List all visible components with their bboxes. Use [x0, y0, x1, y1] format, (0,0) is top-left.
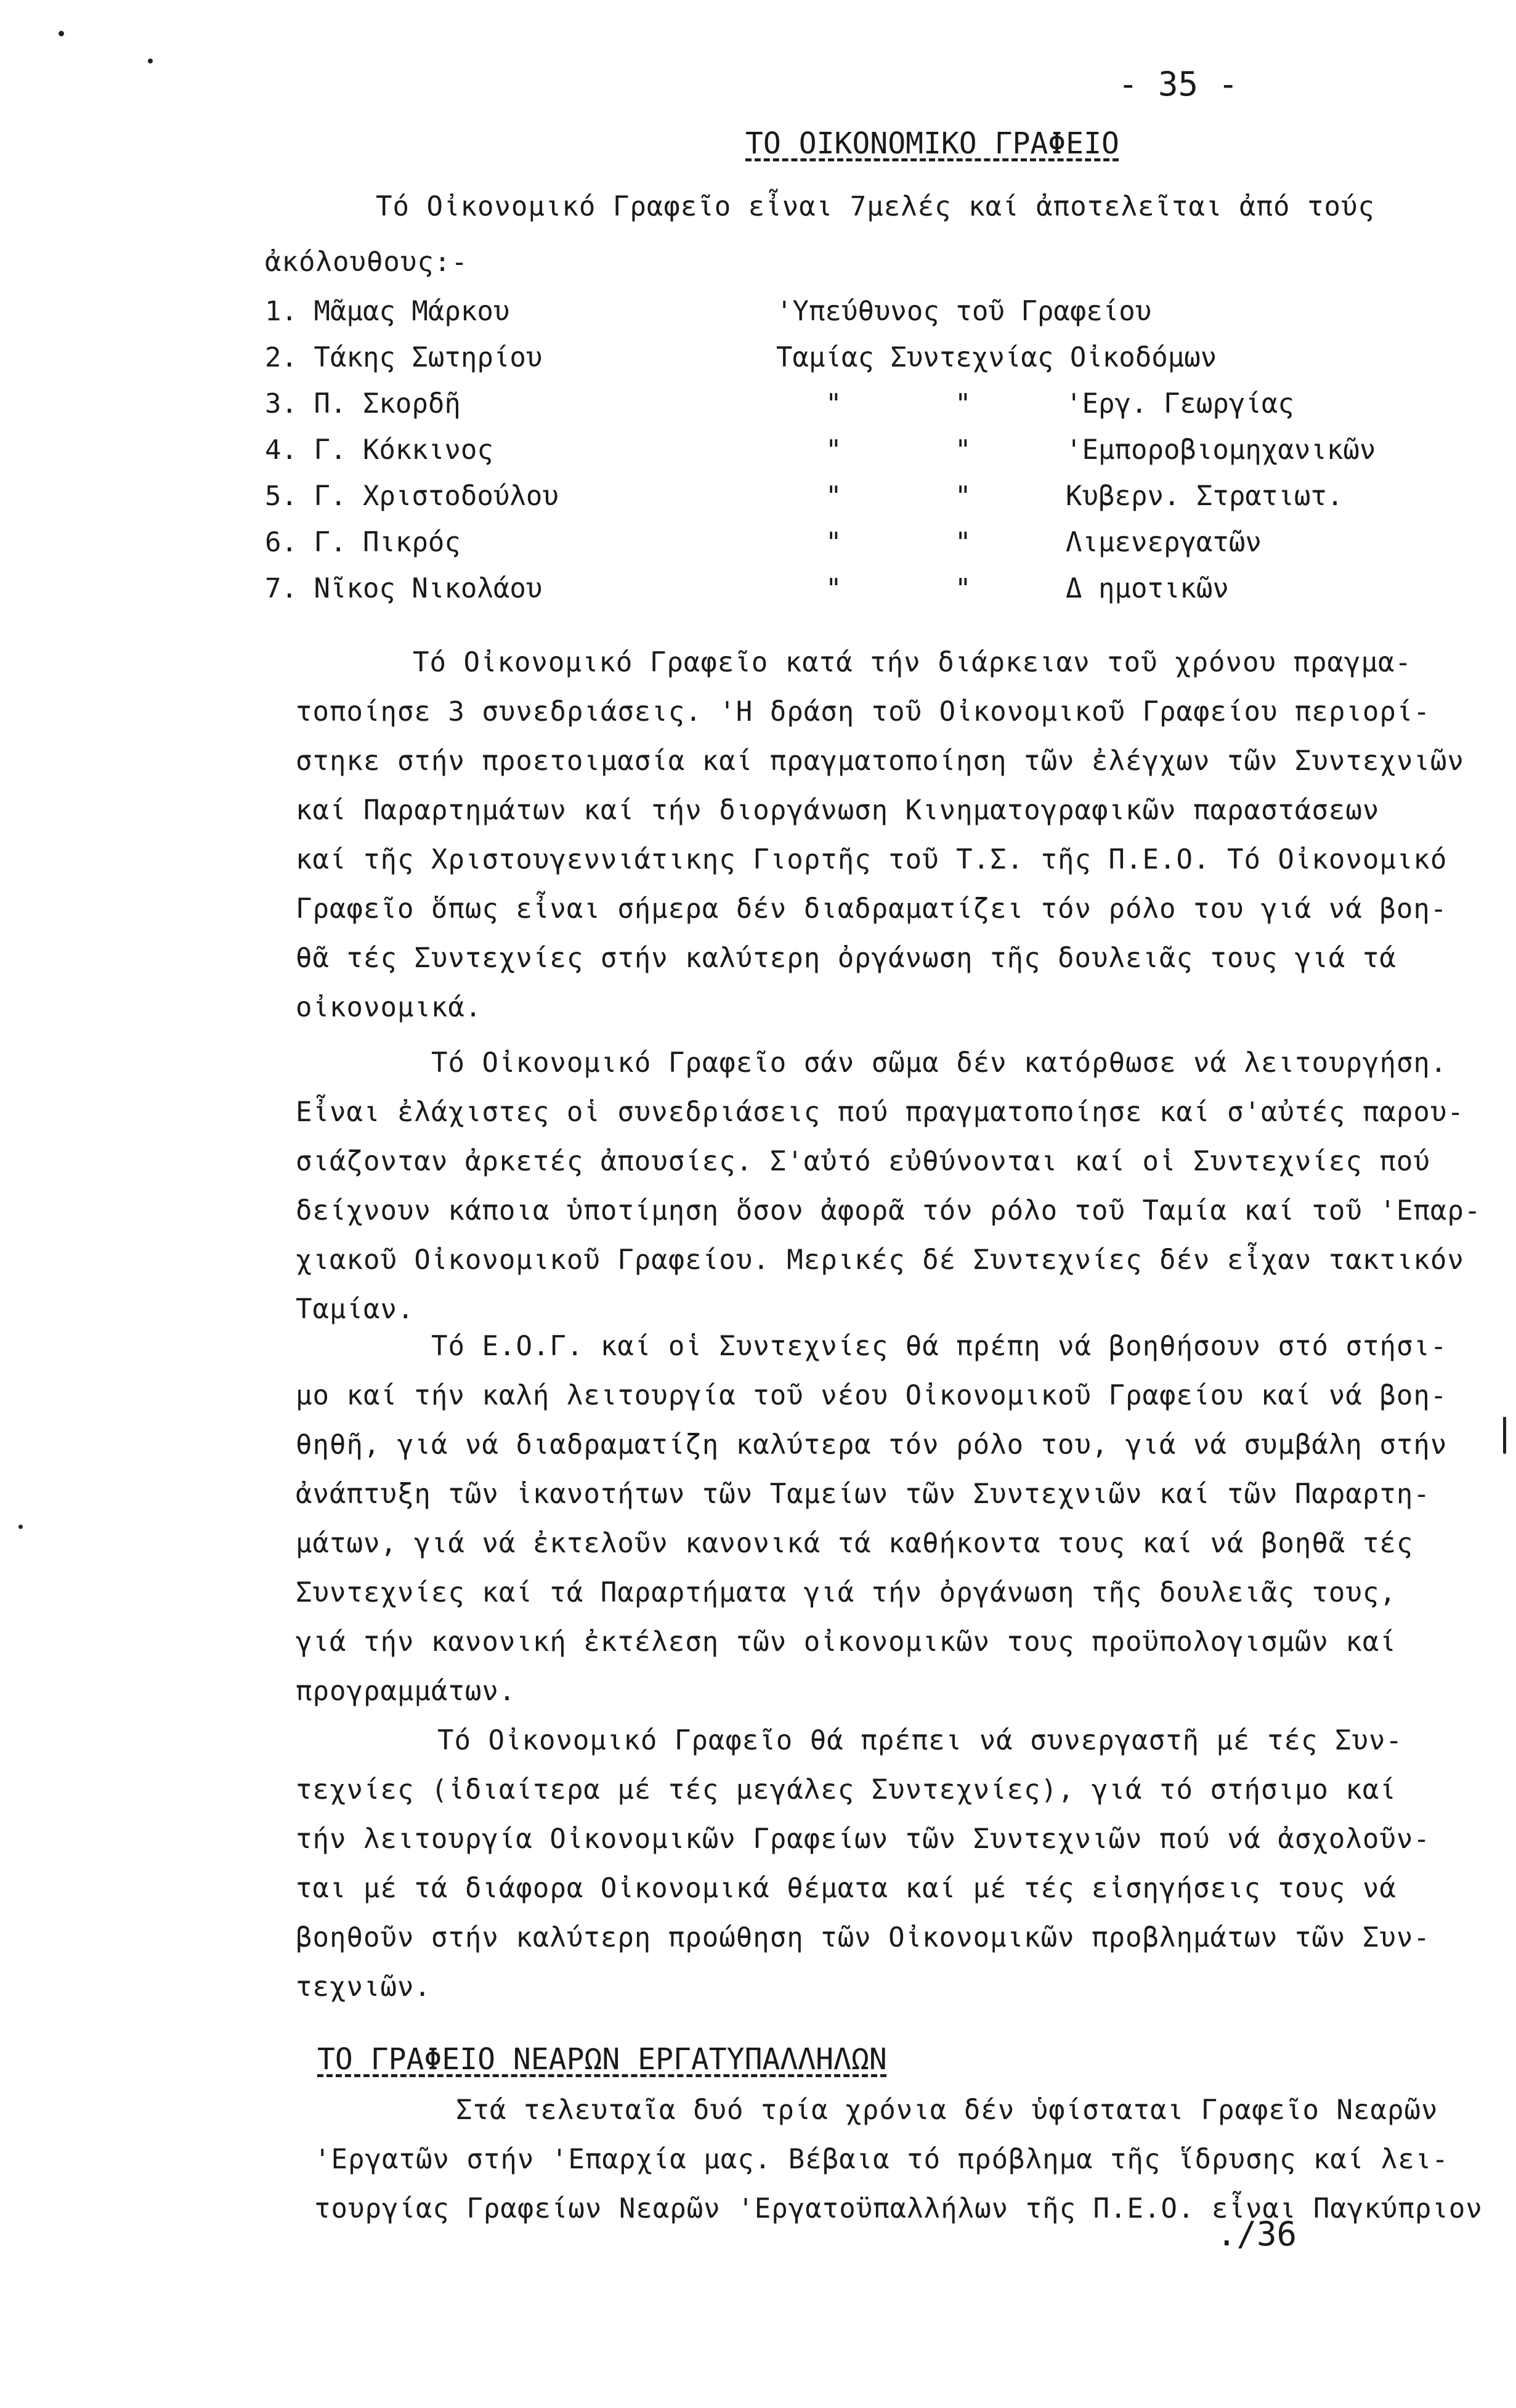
ditto-mark: ": [955, 434, 971, 466]
section-title-financial-office: ΤΟ ΟΙΚΟΝΟΜΙΚΟ ΓΡΑΦΕΙΟ: [745, 126, 1119, 161]
list-item: [265, 342, 1435, 391]
paragraph-line: μο καί τήν καλή λειτουργία τοῦ νέου Οἰκονομικοῦ Γραφείου καί νά βοη-: [296, 1380, 1448, 1411]
member-role: 'Υπεύθυνος τοῦ Γραφείου: [776, 296, 1152, 327]
member-name: 5. Γ. Χριστοδούλου: [265, 480, 559, 512]
member-name: 2. Τάκης Σωτηρίου: [265, 342, 543, 373]
member-role: Ταμίας Συντεχνίας Οἰκοδόμων: [776, 342, 1217, 373]
ditto-mark: ": [825, 388, 842, 420]
list-item: [265, 434, 1435, 484]
paragraph-line: δείχνουν κάποια ὑποτίμηση ὅσον ἀφορᾶ τόν ρόλο τοῦ Ταμία καί τοῦ 'Επαρ-: [296, 1195, 1482, 1226]
paragraph-line: στηκε στήν προετοιμασία καί πραγματοποίηση τῶν ἐλέγχων τῶν Συντεχνιῶν: [296, 745, 1464, 777]
ditto-mark: ": [825, 480, 842, 512]
continuation-mark: ./36: [1217, 2215, 1297, 2253]
paragraph-line: ἀνάπτυξη τῶν ἱκανοτήτων τῶν Ταμείων τῶν Συντεχνιῶν καί τῶν Παραρτη-: [296, 1478, 1430, 1510]
paragraph-line: τήν λειτουργία Οἰκονομικῶν Γραφείων τῶν Συντεχνιῶν πού νά ἀσχολοῦν-: [296, 1823, 1430, 1855]
paragraph-line: Τό Οἰκονομικό Γραφεῖο θά πρέπει νά συνεργαστῆ μέ τές Συν-: [437, 1725, 1403, 1756]
scan-speck: [18, 1525, 23, 1529]
ditto-mark: ": [955, 527, 971, 558]
member-role: 'Εργ. Γεωργίας: [1066, 388, 1294, 420]
ditto-mark: ": [825, 573, 842, 604]
paragraph-line: Εἶναι ἐλάχιστες οἱ συνεδριάσεις πού πραγματοποίησε καί σ'αὐτές παρου-: [296, 1097, 1464, 1128]
paragraph-line: μάτων, γιά νά ἐκτελοῦν κανονικά τά καθήκοντα τους καί νά βοηθᾶ τές: [296, 1528, 1414, 1559]
ditto-mark: ": [955, 388, 971, 420]
paragraph-line: χιακοῦ Οἰκονομικοῦ Γραφείου. Μερικές δέ Συντεχνίες δέν εἶχαν τακτικόν: [296, 1244, 1464, 1276]
paragraph-line: προγραμμάτων.: [296, 1676, 516, 1707]
paragraph-line: σιάζονταν ἀρκετές ἀπουσίες. Σ'αὐτό εὐθύνονται καί οἱ Συντεχνίες πού: [296, 1146, 1430, 1177]
scan-speck: [148, 59, 153, 63]
paragraph-line: Συντεχνίες καί τά Παραρτήματα γιά τήν ὀργάνωση τῆς δουλειᾶς τους,: [296, 1577, 1396, 1608]
paragraph-line: οἰκονομικά.: [296, 992, 482, 1023]
member-role: Λιμενεργατῶν: [1066, 527, 1262, 558]
member-name: 7. Νῖκος Νικολάου: [265, 573, 543, 604]
paragraph-line: Τό Οἰκονομικό Γραφεῖο κατά τήν διάρκειαν τοῦ χρόνου πραγμα-: [413, 647, 1412, 678]
ditto-mark: ": [955, 573, 971, 604]
paragraph-line: τουργίας Γραφείων Νεαρῶν 'Εργατοϋπαλλήλων τῆς Π.Ε.Ο. εἶναι Παγκύπριον: [314, 2193, 1483, 2224]
list-item: [265, 388, 1435, 437]
paragraph-line: τεχνιῶν.: [296, 1971, 431, 2003]
paragraph-line: καί τῆς Χριστουγεννιάτικης Γιορτῆς τοῦ Τ.Σ. τῆς Π.Ε.Ο. Τό Οἰκονομικό: [296, 844, 1448, 875]
page-number: - 35 -: [1118, 65, 1239, 103]
ditto-mark: ": [825, 434, 842, 466]
member-role: 'Εμποροβιομηχανικῶν: [1066, 434, 1376, 466]
intro-line: ἀκόλουθους:-: [265, 246, 468, 278]
paragraph-line: θᾶ τές Συντεχνίες στήν καλύτερη ὀργάνωση τῆς δουλειᾶς τους γιά τά: [296, 943, 1396, 974]
paragraph-line: τοποίησε 3 συνεδριάσεις. 'Η δράση τοῦ Οἰκονομικοῦ Γραφείου περιορί-: [296, 696, 1430, 728]
ditto-mark: ": [955, 480, 971, 512]
paragraph-line: Τό Οἰκονομικό Γραφεῖο σάν σῶμα δέν κατόρθωσε νά λειτουργήση.: [431, 1047, 1448, 1079]
paragraph-line: Ταμίαν.: [296, 1294, 415, 1325]
member-name: 1. Μᾶμας Μάρκου: [265, 296, 510, 327]
list-item: [265, 480, 1435, 530]
paragraph-line: βοηθοῦν στήν καλύτερη προώθηση τῶν Οἰκονομικῶν προβλημάτων τῶν Συν-: [296, 1922, 1430, 1953]
paragraph-line: γιά τήν κανονική ἐκτέλεση τῶν οἰκονομικῶν τους προϋπολογισμῶν καί: [296, 1626, 1396, 1658]
paragraph-line: ται μέ τά διάφορα Οἰκονομικά θέματα καί μέ τές εἰσηγήσεις τους νά: [296, 1873, 1396, 1904]
paragraph-line: καί Παραρτημάτων καί τήν διοργάνωση Κινηματογραφικῶν παραστάσεων: [296, 795, 1380, 826]
member-name: 3. Π. Σκορδῆ: [265, 388, 461, 420]
paragraph-line: Στά τελευταῖα δυό τρία χρόνια δέν ὑφίσταται Γραφεῖο Νεαρῶν: [456, 2094, 1438, 2126]
section-title-young-workers-office: ΤΟ ΓΡΑΦΕΙΟ ΝΕΑΡΩΝ ΕΡΓΑΤΥΠΑΛΛΗΛΩΝ: [317, 2042, 887, 2077]
member-name: 6. Γ. Πικρός: [265, 527, 461, 558]
list-item: [265, 573, 1435, 622]
paragraph-line: θηθῆ, γιά νά διαδραματίζη καλύτερα τόν ρόλο του, γιά νά συμβάλη στήν: [296, 1429, 1448, 1461]
paragraph-line: Τό Ε.Ο.Γ. καί οἱ Συντεχνίες θά πρέπη νά βοηθήσουν στό στήσι-: [431, 1331, 1448, 1362]
member-name: 4. Γ. Κόκκινος: [265, 434, 493, 466]
ditto-mark: ": [825, 527, 842, 558]
member-role: Κυβερν. Στρατιωτ.: [1066, 480, 1344, 512]
list-item: [265, 527, 1435, 576]
member-role: Δ ημοτικῶν: [1066, 573, 1229, 604]
paragraph-line: τεχνίες (ἰδιαίτερα μέ τές μεγάλες Συντεχνίες), γιά τό στήσιμο καί: [296, 1774, 1396, 1806]
list-item: [265, 296, 1435, 345]
paragraph-line: 'Εργατῶν στήν 'Επαρχία μας. Βέβαια τό πρόβλημα τῆς ἵδρυσης καί λει-: [314, 2144, 1449, 2175]
scan-edge-mark: [1503, 1417, 1506, 1454]
paragraph-line: Γραφεῖο ὅπως εἶναι σήμερα δέν διαδραματίζει τόν ρόλο του γιά νά βοη-: [296, 893, 1448, 925]
scan-speck: [59, 31, 64, 36]
intro-line: Τό Οἰκονομικό Γραφεῖο εἶναι 7μελές καί ἀποτελεῖται ἀπό τούς: [376, 191, 1375, 222]
